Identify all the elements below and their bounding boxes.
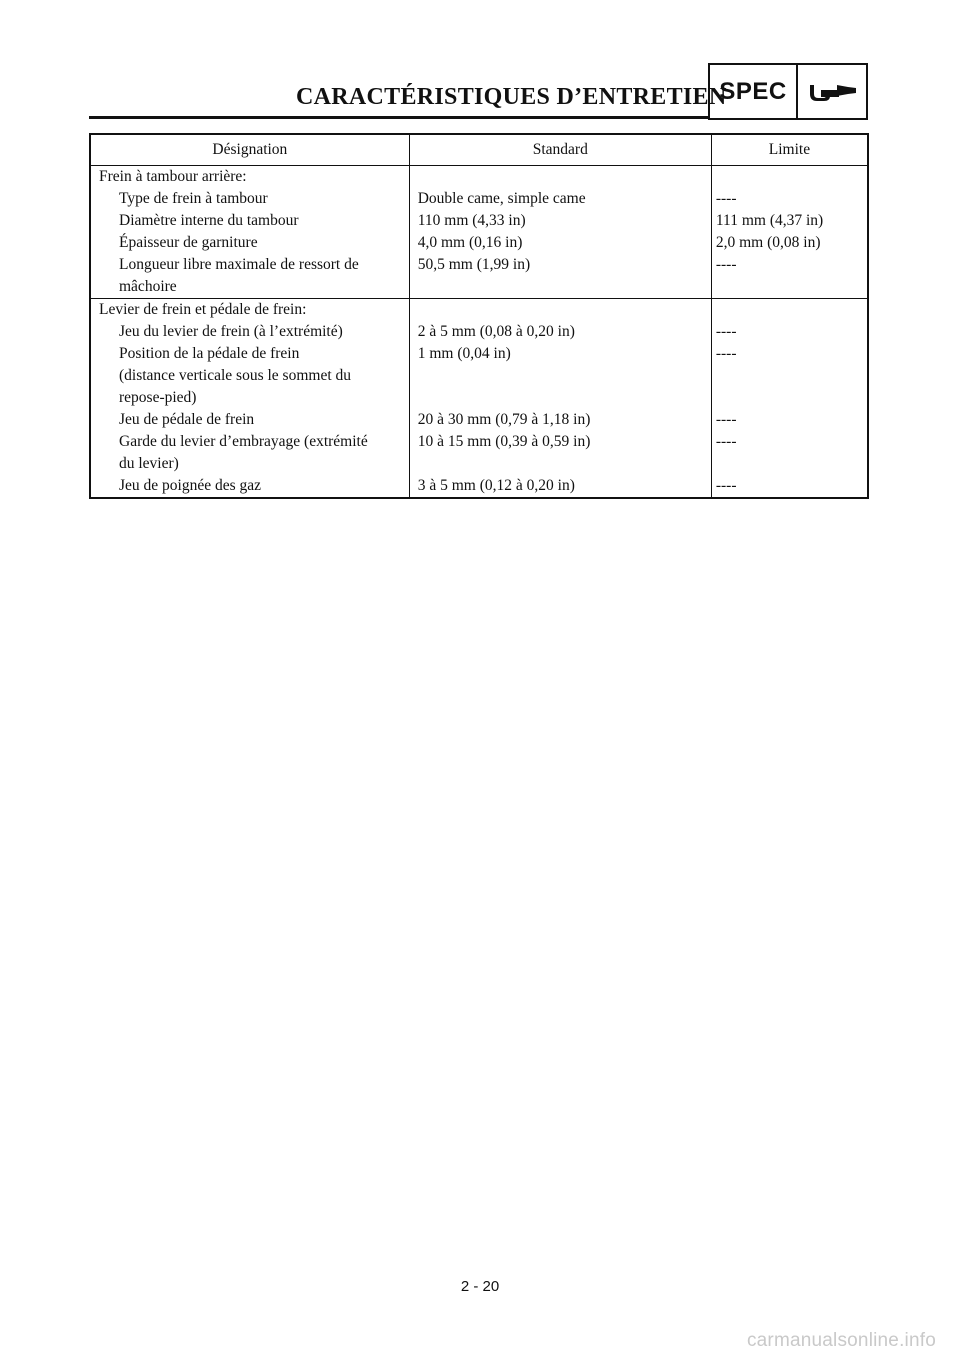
standard-cell: 10 à 15 mm (0,39 à 0,59 in) [409, 431, 711, 475]
standard-cell: 110 mm (4,33 in) [409, 210, 711, 232]
designation-cell [90, 409, 409, 431]
designation-line: du levier) [119, 455, 179, 472]
standard-cell: 4,0 mm (0,16 in) [409, 232, 711, 254]
designation-line: Position de la pédale de frein [119, 345, 300, 362]
limit-cell: 111 mm (4,37 in) [711, 210, 868, 232]
designation-cell [90, 475, 409, 498]
designation-cell [90, 254, 409, 299]
standard-cell: 50,5 mm (1,99 in) [409, 254, 711, 299]
designation-line: Type de frein à tambour [119, 190, 268, 207]
designation-line: Longueur libre maximale de ressort de [119, 256, 359, 273]
page-number: 2 - 20 [460, 1278, 500, 1295]
empty-cell [409, 166, 711, 189]
column-header-limit: Limite [711, 134, 868, 166]
empty-cell [409, 299, 711, 322]
limit-cell: ---- [711, 431, 868, 475]
table-row [90, 431, 868, 475]
limit-cell: ---- [711, 343, 868, 409]
section-heading-row [90, 166, 868, 189]
designation-line: Garde du levier d’embrayage (extrémité [119, 433, 368, 450]
designation-line: (distance verticale sous le sommet du [119, 367, 352, 384]
designation-cell [90, 210, 409, 232]
standard-cell: 3 à 5 mm (0,12 à 0,20 in) [409, 475, 711, 498]
section-heading: Frein à tambour arrière: [99, 168, 247, 185]
table-row [90, 188, 868, 210]
column-header-designation: Désignation [90, 134, 409, 166]
section-heading-row [90, 299, 868, 322]
wrench-icon [798, 65, 866, 118]
table-row [90, 210, 868, 232]
spec-badge [708, 63, 868, 120]
limit-cell: ---- [711, 188, 868, 210]
table-row [90, 409, 868, 431]
limit-cell: ---- [711, 321, 868, 343]
empty-cell [711, 299, 868, 322]
limit-cell: ---- [711, 475, 868, 498]
designation-line: repose-pied) [119, 389, 197, 406]
designation-cell [90, 343, 409, 409]
table-row [90, 232, 868, 254]
page-title: CARACTÉRISTIQUES D’ENTRETIEN [296, 84, 727, 110]
watermark: carmanualsonline.info [746, 1330, 936, 1351]
table-row [90, 343, 868, 409]
limit-cell: ---- [711, 254, 868, 299]
standard-cell: 2 à 5 mm (0,08 à 0,20 in) [409, 321, 711, 343]
table-body [90, 166, 868, 499]
designation-cell [90, 232, 409, 254]
standard-cell: 20 à 30 mm (0,79 à 1,18 in) [409, 409, 711, 431]
empty-cell [711, 166, 868, 189]
designation-line: Jeu de poignée des gaz [119, 477, 262, 494]
limit-cell: 2,0 mm (0,08 in) [711, 232, 868, 254]
table-row [90, 254, 868, 299]
table-header-row [90, 134, 868, 166]
header-rule [89, 116, 709, 119]
designation-cell [90, 321, 409, 343]
designation-line: Jeu du levier de frein (à l’extrémité) [119, 323, 343, 340]
table-row [90, 321, 868, 343]
spec-badge-label: SPEC [710, 65, 798, 118]
designation-cell [90, 188, 409, 210]
designation-line: Épaisseur de garniture [119, 234, 258, 251]
section-heading: Levier de frein et pédale de frein: [99, 301, 307, 318]
designation-line: mâchoire [119, 278, 177, 295]
specification-table [89, 133, 869, 499]
designation-line: Jeu de pédale de frein [119, 411, 255, 428]
standard-cell: Double came, simple came [409, 188, 711, 210]
limit-cell: ---- [711, 409, 868, 431]
table-row [90, 475, 868, 498]
designation-line: Diamètre interne du tambour [119, 212, 299, 229]
column-header-standard: Standard [409, 134, 711, 166]
standard-cell: 1 mm (0,04 in) [409, 343, 711, 409]
designation-cell [90, 431, 409, 475]
